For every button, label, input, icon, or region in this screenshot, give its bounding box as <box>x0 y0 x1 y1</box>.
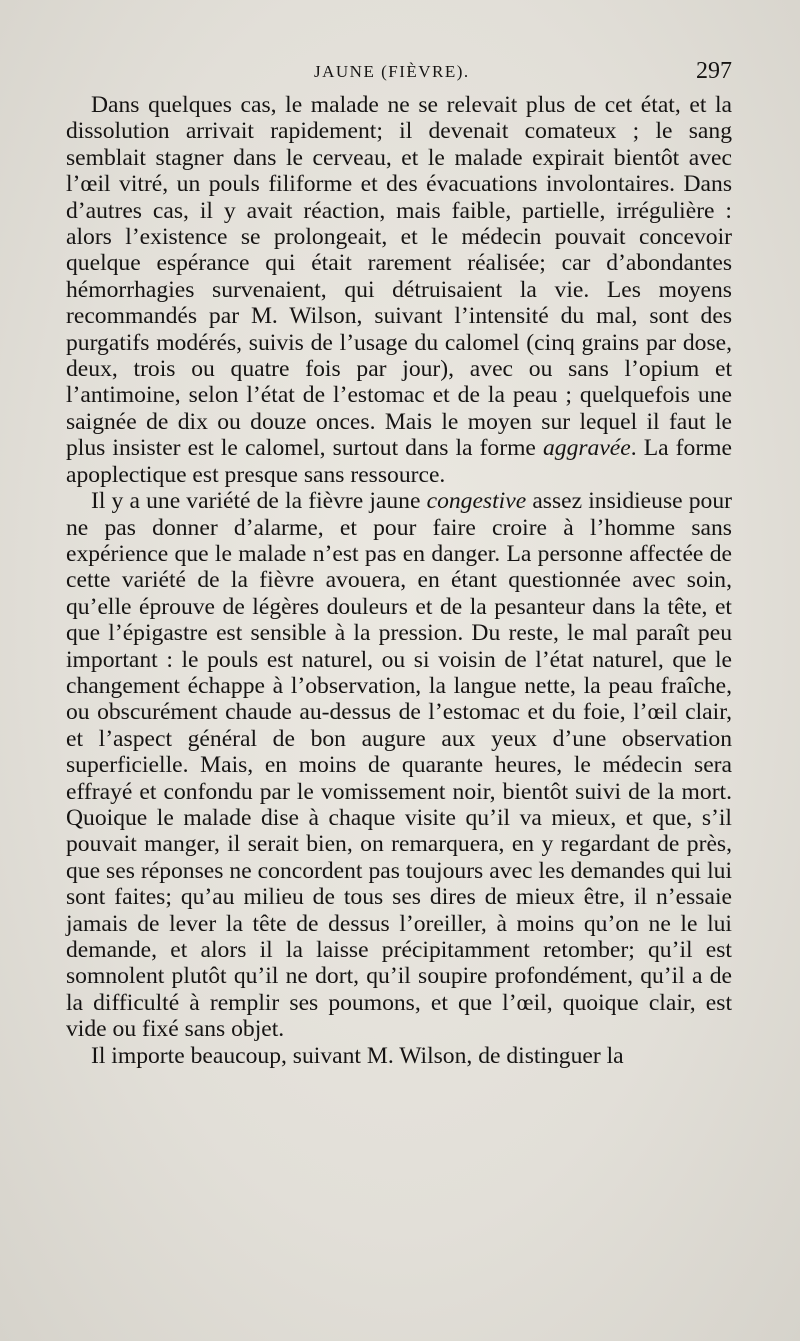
paragraph <box>66 1043 732 1069</box>
running-title: JAUNE (FIÈVRE). <box>314 62 470 81</box>
italic-term: aggravée <box>542 435 631 462</box>
text-run: . La forme apoplectique est presque sans ressource. <box>66 435 732 488</box>
text-run: Il importe beaucoup, suivant M. Wilson, de distinguer la <box>91 1042 624 1069</box>
page-number: 297 <box>696 58 732 84</box>
text-run: Il y a une variété de la fièvre jaune <box>91 488 427 515</box>
page-header <box>66 58 732 92</box>
text-run: Dans quelques cas, le malade ne se relevait plus de cet état, et la dissolution arrivait rapidement; il devenait comateux ; le sang semblait stagner dans le cerveau, et le malade expirait bientôt avec l’œil vitré, un pouls filiforme et des évacuations involontaires. Dans d’autres cas, il y avait réaction, mais faible, partielle, irrégulière : alors l’existence se prolongeait, et le médecin pouvait concevoir quelque espérance qui était rarement réalisée; car d’abondantes hémorrhagies survenaient, qui détruisaient la vie. Les moyens recommandés par M. Wilson, suivant l’intensité du mal, sont des purgatifs modérés, suivis de l’usage du calomel (cinq grains par dose, deux, trois ou quatre fois par jour), avec ou sans l’opium et l’antimoine, selon l’état de l’estomac et de la peau ; quelquefois une saignée de dix ou douze onces. Mais le moyen sur lequel il faut le plus insister est le calomel, surtout dans la forme <box>66 92 732 462</box>
paragraph <box>66 92 732 488</box>
italic-term: congestive <box>426 488 527 515</box>
body-text <box>66 92 732 1069</box>
paragraph <box>66 488 732 1043</box>
text-run: assez insidieuse pour ne pas donner d’alarme, et pour faire croire à l’homme sans expérience que le malade n’est pas en danger. La personne affectée de cette variété de la fièvre avouera, en étant questionnée avec soin, qu’elle éprouve de légères douleurs et de la pesanteur dans la tête, et que l’épigastre est sensible à la pression. Du reste, le mal paraît peu important : le pouls est naturel, ou si voisin de l’état naturel, que le changement échappe à l’observation, la langue nette, la peau fraîche, ou obscurément chaude au-dessus de l’estomac et du foie, l’œil clair, et l’aspect général de bon augure aux yeux d’une observation superficielle. Mais, en moins de quarante heures, le médecin sera effrayé et confondu par le vomissement noir, bientôt suivi de la mort. Quoique le malade dise à chaque visite qu’il va mieux, et que, s’il pouvait manger, il serait bien, on remarquera, en y regardant de près, que ses réponses ne concordent pas toujours avec les demandes qui lui sont faites; qu’au milieu de tous ses dires de mieux être, il n’essaie jamais de lever la tête de dessus l’oreiller, à moins qu’on ne le lui demande, et alors il la laisse précipitamment retomber; qu’il est somnolent plutôt qu’il ne dort, qu’il soupire profondément, qu’il a de la difficulté à remplir ses poumons, et que l’œil, quoique clair, est vide ou fixé sans objet. <box>66 488 732 1043</box>
